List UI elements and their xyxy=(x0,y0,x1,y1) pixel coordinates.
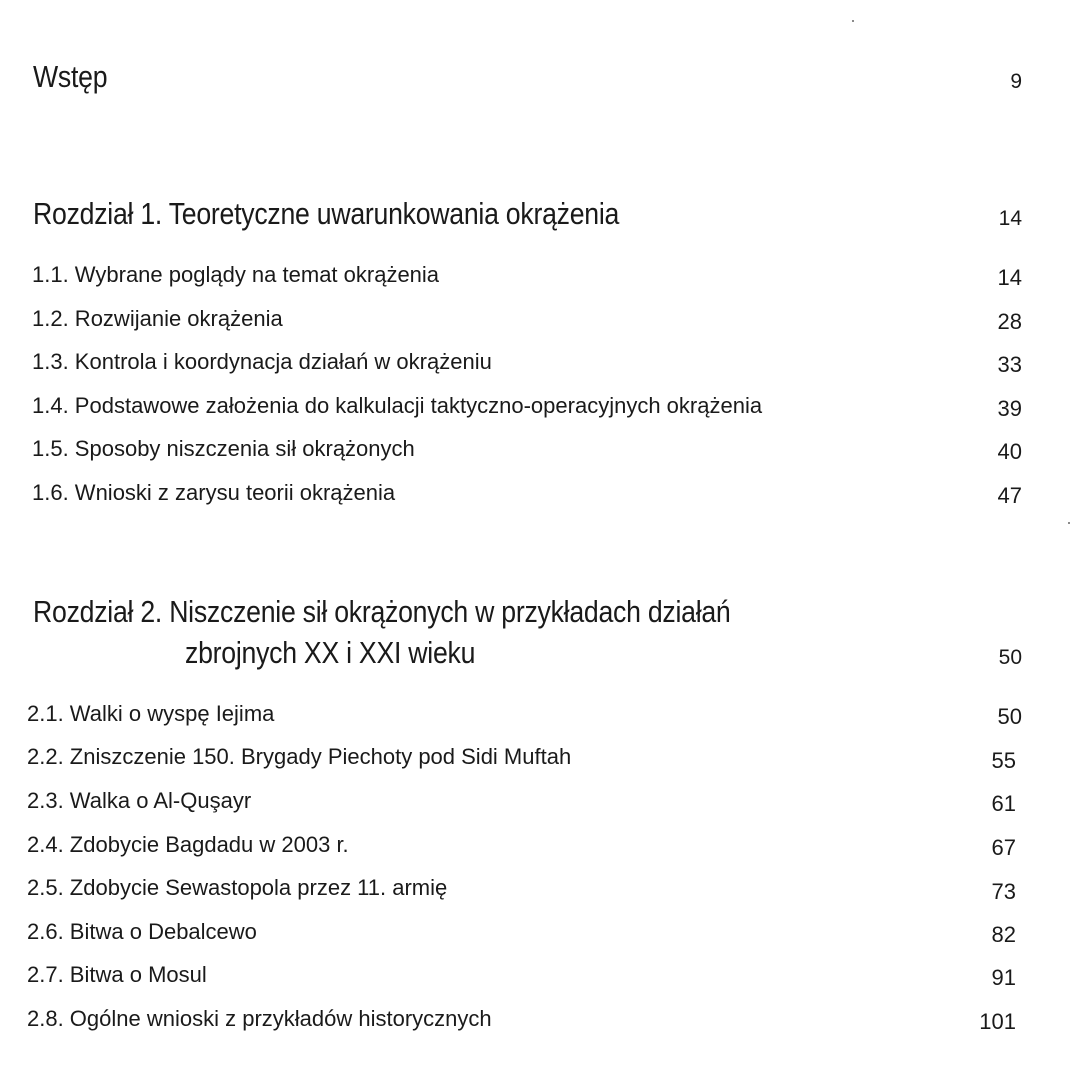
toc-entry-1-2[interactable]: 1.2. Rozwijanie okrążenia xyxy=(32,306,283,331)
toc-entry-2-2[interactable]: 2.2. Zniszczenie 150. Brygady Piechoty pod Sidi Muftah xyxy=(27,744,572,769)
toc-page-1-4: 39 xyxy=(997,396,1022,421)
toc-page-2-3: 61 xyxy=(991,791,1016,816)
toc-entry-1-6[interactable]: 1.6. Wnioski z zarysu teorii okrążenia xyxy=(32,480,396,505)
chapter-1-heading[interactable]: Rozdział 1. Teoretyczne uwarunkowania okrążenia xyxy=(33,196,620,231)
toc-page-2-8: 101 xyxy=(979,1009,1016,1034)
scan-speck xyxy=(852,20,854,22)
toc-entry-1-1[interactable]: 1.1. Wybrane poglądy na temat okrążenia xyxy=(32,262,440,287)
chapter-2-heading-line-1[interactable]: Rozdział 2. Niszczenie sił okrążonych w przykładach działań xyxy=(33,594,731,629)
toc-page-1-5: 40 xyxy=(997,439,1022,464)
toc-page-2-5: 73 xyxy=(991,879,1016,904)
scan-speck xyxy=(1068,522,1070,524)
toc-page-1-2: 28 xyxy=(997,309,1022,334)
intro-page-number: 9 xyxy=(1010,70,1022,93)
toc-entry-2-8[interactable]: 2.8. Ogólne wnioski z przykładów historycznych xyxy=(27,1006,492,1031)
toc-page-2-4: 67 xyxy=(991,835,1016,860)
chapter-2-heading-line-2[interactable]: zbrojnych XX i XXI wieku xyxy=(185,635,476,670)
chapter-2-page-number: 50 xyxy=(998,646,1022,669)
toc-entry-2-5[interactable]: 2.5. Zdobycie Sewastopola przez 11. armię xyxy=(27,875,448,900)
toc-entry-2-1[interactable]: 2.1. Walki o wyspę Iejima xyxy=(27,701,275,726)
toc-entry-2-4[interactable]: 2.4. Zdobycie Bagdadu w 2003 r. xyxy=(27,832,349,857)
toc-page-1-3: 33 xyxy=(997,352,1022,377)
toc-entry-1-4[interactable]: 1.4. Podstawowe założenia do kalkulacji taktyczno-operacyjnych okrążenia xyxy=(32,393,763,418)
toc-page-2-1: 50 xyxy=(997,704,1022,729)
toc-page-1-6: 47 xyxy=(997,483,1022,508)
toc-page-2-6: 82 xyxy=(991,922,1016,947)
toc-entry-1-3[interactable]: 1.3. Kontrola i koordynacja działań w okrążeniu xyxy=(32,349,492,374)
intro-heading[interactable]: Wstęp xyxy=(33,59,108,94)
toc-page-1-1: 14 xyxy=(997,265,1022,290)
toc-entry-2-6[interactable]: 2.6. Bitwa o Debalcewo xyxy=(27,919,257,944)
toc-entry-1-5[interactable]: 1.5. Sposoby niszczenia sił okrążonych xyxy=(32,436,415,461)
chapter-1-page-number: 14 xyxy=(998,207,1022,230)
toc-page-2-2: 55 xyxy=(991,748,1016,773)
toc-page-2-7: 91 xyxy=(991,965,1016,990)
toc-entry-2-7[interactable]: 2.7. Bitwa o Mosul xyxy=(27,962,207,987)
toc-entry-2-3[interactable]: 2.3. Walka o Al-Quşayr xyxy=(27,788,252,813)
